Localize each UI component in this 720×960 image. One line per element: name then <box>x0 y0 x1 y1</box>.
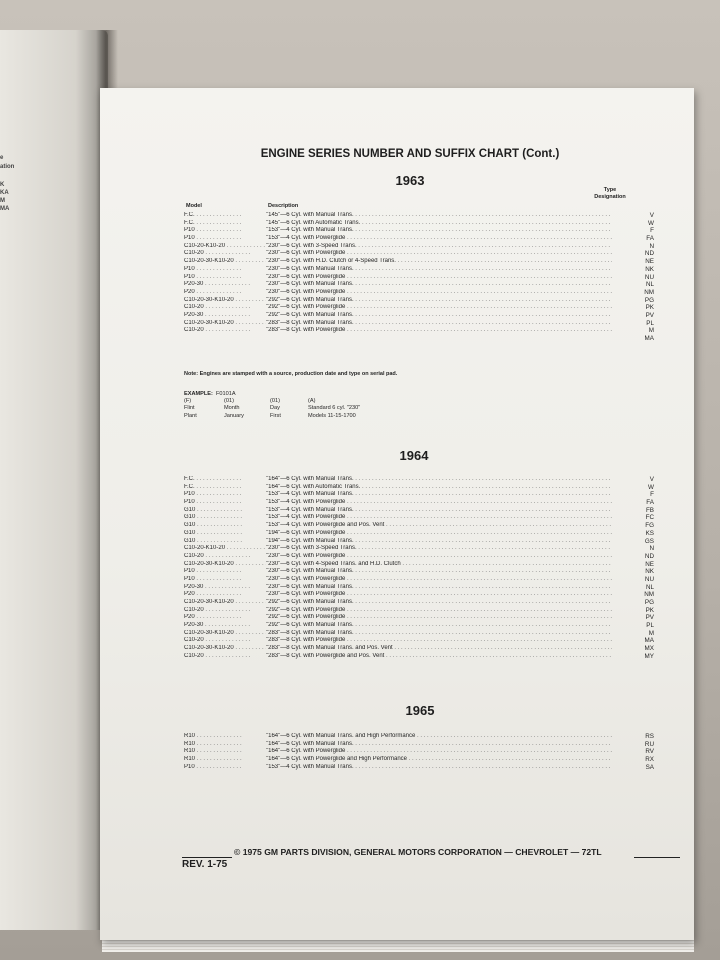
description-cell: "292"—6 Cyl. with Manual Trans. . . . <box>266 312 612 320</box>
footer-rule-left <box>182 857 232 858</box>
type-cell: F <box>650 227 654 235</box>
description-cell: "230"—6 Cyl. with Manual Trans. . . . <box>266 584 612 592</box>
model-cell: P10 . . . <box>184 576 266 584</box>
description-cell: "292"—6 Cyl. with Manual Trans. . . . <box>266 622 612 630</box>
model-cell: C10-20 . . . <box>184 327 266 335</box>
type-cell: M <box>648 327 654 335</box>
model-cell: C10-20 . . . <box>184 653 266 661</box>
type-cell: MX <box>644 645 654 653</box>
type-cell: MY <box>644 652 654 660</box>
footer-rule-right <box>634 857 680 858</box>
model-cell: P10 . . . <box>184 568 266 576</box>
type-cell: NU <box>644 273 654 281</box>
description-cell: "292"—6 Cyl. with Manual Trans. . . . <box>266 297 612 305</box>
model-cell: P20-30 . . . <box>184 312 266 320</box>
type-cell: NL <box>645 281 654 289</box>
model-cell: C10-20 . . . <box>184 607 266 615</box>
type-cell: MA <box>644 335 654 342</box>
example-cell: Plant <box>184 412 197 419</box>
example-cell: Flint <box>184 405 195 412</box>
section-year-1964: 1964 <box>399 448 429 463</box>
example-cell: (A) <box>308 398 316 405</box>
type-cell: FA <box>646 235 654 243</box>
description-cell: "230"—6 Cyl. with Powerglide . . . <box>266 576 612 584</box>
description-cell: "230"—6 Cyl. with Powerglide . . . <box>266 553 612 561</box>
model-cell: C10-20 . . . <box>184 250 266 258</box>
type-cell: F <box>650 491 654 499</box>
type-cell: FC <box>645 514 654 522</box>
model-cell: C10-20 . . . <box>184 637 266 645</box>
model-cell: P20 . . . <box>184 591 266 599</box>
page-stack-edge <box>102 938 694 952</box>
model-cell: P20 . . . <box>184 289 266 297</box>
left-page-fragment: KA <box>0 190 9 196</box>
model-cell: C10-20-30-K10-20 . . . <box>184 320 266 328</box>
type-cell: PL <box>646 622 654 630</box>
description-cell: "230"—6 Cyl. with Manual Trans. . . . <box>266 281 612 289</box>
example-cell: (01) <box>224 398 234 405</box>
type-cell: ND <box>644 250 654 258</box>
type-cell: NM <box>644 591 654 599</box>
model-cell: C10-20-30-K10-20 . . . <box>184 297 266 305</box>
type-cell: RU <box>644 740 654 748</box>
description-cell: "292"—6 Cyl. with Powerglide . . . <box>266 607 612 615</box>
type-cell: NU <box>644 575 654 583</box>
type-cell: KS <box>645 529 654 537</box>
description-column-header: Description <box>268 203 299 209</box>
type-cell: GS <box>644 537 654 545</box>
description-cell: "283"—8 Cyl. with Powerglide and Pos. Vent . . . <box>266 653 612 661</box>
type-cell: PK <box>645 606 654 614</box>
example-code: F0101A <box>216 391 236 397</box>
model-cell: R10 . . . <box>184 748 266 756</box>
example-label: EXAMPLE: <box>184 391 213 397</box>
description-cell: "230"—6 Cyl. with 4-Speed Trans. and H.D. Clutch . . . <box>266 561 612 569</box>
type-cell: V <box>649 476 654 483</box>
model-cell: R10 . . . <box>184 741 266 749</box>
description-cell: "283"—8 Cyl. with Manual Trans. and Pos. Vent . . . <box>266 645 612 653</box>
type-cell: PV <box>645 311 654 319</box>
model-cell: C10-20 . . . <box>184 304 266 312</box>
model-cell: C10-20 . . . <box>184 553 266 561</box>
note-text: Note: Engines are stamped with a source, production date and type on serial pad. <box>184 371 398 377</box>
example-cell: First <box>270 412 281 419</box>
type-cell: W <box>648 219 654 227</box>
document-title: ENGINE SERIES NUMBER AND SUFFIX CHART (Cont.) <box>260 148 560 160</box>
description-cell: "283"—8 Cyl. with Manual Trans. . . . <box>266 320 612 328</box>
description-cell: "164"—6 Cyl. with Manual Trans. . . . <box>266 476 612 484</box>
model-cell: P10 . . . <box>184 491 266 499</box>
type-cell: NK <box>645 568 654 576</box>
model-column-header: Model <box>186 203 202 209</box>
type-cell: FA <box>646 499 654 507</box>
left-page-fragment: MA <box>0 206 10 212</box>
description-cell: "194"—6 Cyl. with Manual Trans. . . . <box>266 538 612 546</box>
model-cell: C10-20-K10-20 . . . <box>184 545 266 553</box>
document-page <box>100 88 694 940</box>
model-cell: R10 . . . <box>184 733 266 741</box>
example-cell: (F) <box>184 398 192 405</box>
type-cell: RV <box>645 748 654 756</box>
description-cell: "292"—6 Cyl. with Manual Trans. . . . <box>266 599 612 607</box>
model-cell: P10 . . . <box>184 274 266 282</box>
model-cell: P10 . . . <box>184 499 266 507</box>
left-page <box>0 30 108 930</box>
type-cell: N <box>649 242 654 250</box>
example-cell: Month <box>224 405 240 412</box>
model-cell: R10 . . . <box>184 756 266 764</box>
description-cell: "153"—4 Cyl. with Powerglide . . . <box>266 235 612 243</box>
description-cell: "283"—8 Cyl. with Manual Trans. . . . <box>266 630 612 638</box>
model-cell: C10-20-30-K10-20 . . . <box>184 561 266 569</box>
description-cell: "153"—4 Cyl. with Powerglide . . . <box>266 499 612 507</box>
model-cell: P20-30 . . . <box>184 622 266 630</box>
model-cell: G10 . . . <box>184 530 266 538</box>
type-cell: ND <box>644 552 654 560</box>
type-cell: PK <box>645 304 654 312</box>
type-cell: M <box>648 629 654 637</box>
left-page-fragment: ation <box>0 164 15 170</box>
model-cell: P10 . . . <box>184 235 266 243</box>
description-cell: "230"—6 Cyl. with 3-Speed Trans. . . . <box>266 243 612 251</box>
description-cell: "164"—6 Cyl. with Automatic Trans. . . . <box>266 484 612 492</box>
type-cell: MA <box>644 637 654 645</box>
type-cell: PG <box>644 599 654 606</box>
section-year-1963: 1963 <box>395 173 425 188</box>
description-cell: "164"—6 Cyl. with Manual Trans. and High Performance . . . <box>266 733 612 741</box>
description-cell: "230"—6 Cyl. with Powerglide . . . <box>266 591 612 599</box>
type-cell: PG <box>644 296 654 304</box>
description-cell: "164"—6 Cyl. with Powerglide . . . <box>266 748 612 756</box>
description-cell: "145"—6 Cyl. with Automatic Trans. . . . <box>266 220 612 228</box>
model-cell: F.C. . . . <box>184 212 266 220</box>
description-cell: "230"—6 Cyl. with Manual Trans. . . . <box>266 568 612 576</box>
description-cell: "230"—6 Cyl. with Powerglide . . . <box>266 289 612 297</box>
model-cell: P10 . . . <box>184 764 266 772</box>
model-cell: P20 . . . <box>184 614 266 622</box>
description-cell: "194"—6 Cyl. with Powerglide . . . <box>266 530 612 538</box>
description-cell: "153"—4 Cyl. with Manual Trans. . . . <box>266 507 612 515</box>
model-cell: F.C. . . . <box>184 220 266 228</box>
type-cell: SA <box>645 763 654 771</box>
type-header-text: Type Designation <box>594 187 626 200</box>
description-cell: "230"—6 Cyl. with Manual Trans. . . . <box>266 266 612 274</box>
model-cell: P10 . . . <box>184 266 266 274</box>
type-cell: NL <box>645 583 654 591</box>
type-cell: FB <box>645 506 654 514</box>
type-cell: NE <box>645 258 654 266</box>
model-cell: G10 . . . <box>184 538 266 546</box>
model-cell: P10 . . . <box>184 227 266 235</box>
model-cell: C10-20-K10-20 . . . <box>184 243 266 251</box>
type-column-header <box>580 187 640 201</box>
model-cell: F.C. . . . <box>184 484 266 492</box>
type-cell: RS <box>645 733 654 740</box>
type-cell: FG <box>645 522 654 530</box>
model-cell: P20-30 . . . <box>184 281 266 289</box>
description-cell: "164"—6 Cyl. with Powerglide and High Performance . . . <box>266 756 612 764</box>
description-cell: "283"—8 Cyl. with Powerglide . . . <box>266 637 612 645</box>
type-cell: NM <box>644 288 654 296</box>
footer-copyright: © 1975 GM PARTS DIVISION, GENERAL MOTORS CORPORATION — CHEVROLET — 72TL <box>234 847 602 857</box>
type-cell: W <box>648 483 654 491</box>
model-cell: P20-30 . . . <box>184 584 266 592</box>
type-cell: NK <box>645 265 654 273</box>
description-cell: "283"—8 Cyl. with Powerglide . . . <box>266 327 612 335</box>
left-page-fragment: M <box>0 198 5 204</box>
left-page-fragment: K <box>0 182 5 188</box>
description-cell: "153"—4 Cyl. with Manual Trans. . . . <box>266 491 612 499</box>
model-cell: F.C. . . . <box>184 476 266 484</box>
example-cell: Models 11-15-1700 <box>308 412 356 419</box>
type-cell: PV <box>645 614 654 622</box>
description-cell: "230"—6 Cyl. with 3-Speed Trans. . . . <box>266 545 612 553</box>
description-cell: "230"—6 Cyl. with Powerglide . . . <box>266 250 612 258</box>
model-cell: G10 . . . <box>184 507 266 515</box>
type-cell: N <box>649 545 654 553</box>
model-cell: G10 . . . <box>184 514 266 522</box>
description-cell: "164"—6 Cyl. with Manual Trans. . . . <box>266 741 612 749</box>
example-cell: (01) <box>270 398 280 405</box>
description-cell: "292"—6 Cyl. with Powerglide . . . <box>266 614 612 622</box>
type-cell: RX <box>645 756 654 764</box>
model-cell: C10-20-30-K10-20 . . . <box>184 258 266 266</box>
description-cell: "153"—4 Cyl. with Powerglide . . . <box>266 514 612 522</box>
example-cell: Day <box>270 405 280 412</box>
model-cell: C10-20-30-K10-20 . . . <box>184 630 266 638</box>
model-cell: C10-20-30-K10-20 . . . <box>184 599 266 607</box>
type-cell: PL <box>646 319 654 327</box>
example-cell: January <box>224 412 244 419</box>
section-year-1965: 1965 <box>405 703 435 718</box>
description-cell: "153"—4 Cyl. with Manual Trans. . . . <box>266 764 612 772</box>
description-cell: "153"—4 Cyl. with Manual Trans. . . . <box>266 227 612 235</box>
description-cell: "230"—6 Cyl. with Powerglide . . . <box>266 274 612 282</box>
description-cell: "230"—6 Cyl. with H.D. Clutch or 4-Speed Trans. . . . <box>266 258 612 266</box>
revision-label: REV. 1-75 <box>182 859 228 870</box>
left-page-fragment: e <box>0 155 4 161</box>
description-cell: "153"—4 Cyl. with Powerglide and Pos. Vent . . . <box>266 522 612 530</box>
example-cell: Standard 6 cyl. "230" <box>308 405 361 412</box>
description-cell: "145"—6 Cyl. with Manual Trans. . . . <box>266 212 612 220</box>
model-cell: C10-20-30-K10-20 . . . <box>184 645 266 653</box>
description-cell: "292"—6 Cyl. with Powerglide . . . <box>266 304 612 312</box>
model-cell: G10 . . . <box>184 522 266 530</box>
type-cell: NE <box>645 560 654 568</box>
type-cell: V <box>649 212 654 219</box>
